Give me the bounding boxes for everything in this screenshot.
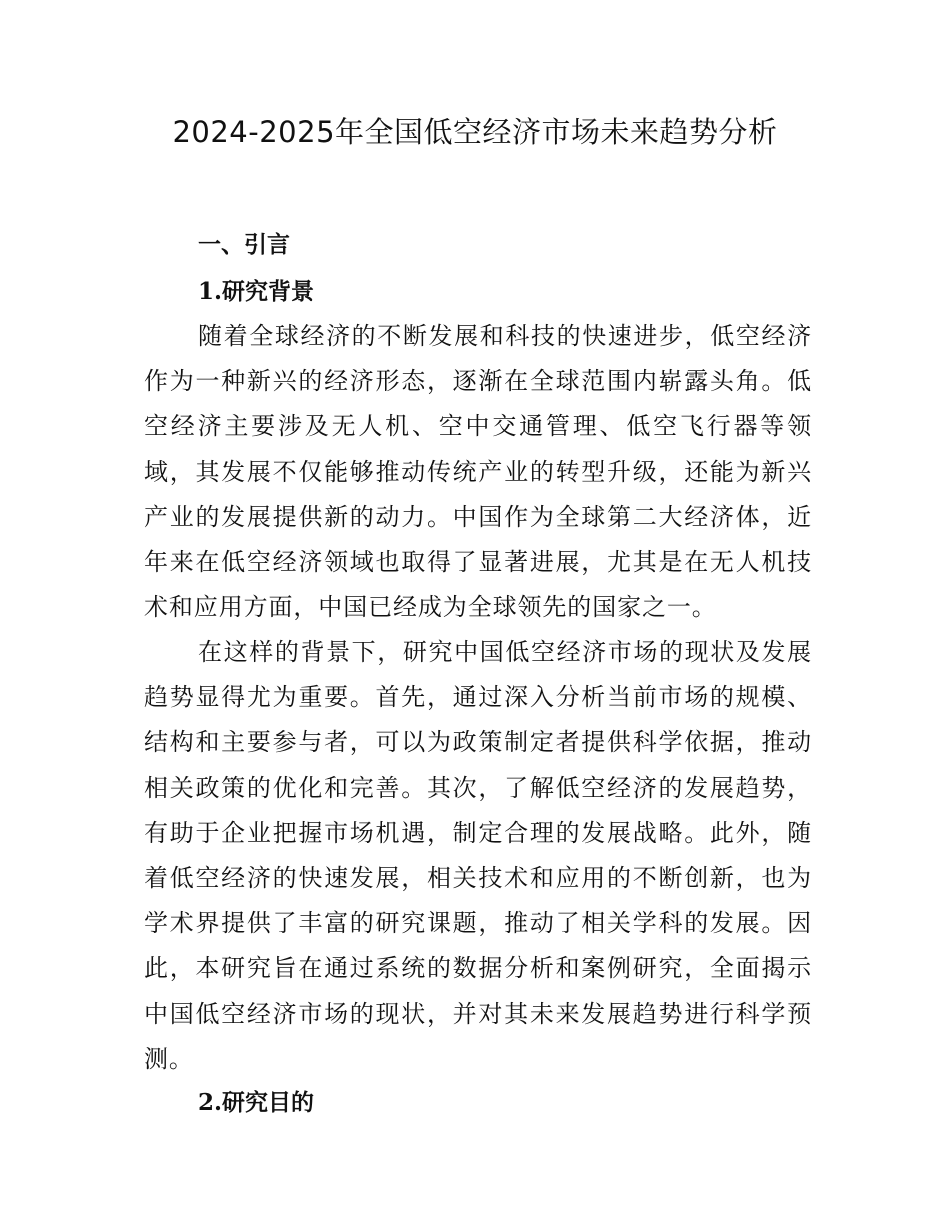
paragraph-background-2: 在这样的背景下，研究中国低空经济市场的现状及发展趋势显得尤为重要。首先，通过深入分析当前市场的规模、结构和主要参与者，可以为政策制定者提供科学依据，推动相关政策的优化和完善。其次，了解低空经济的发展趋势，有助于企业把握市场机遇，制定合理的发展战略。此外，随着低空经济的快速发展，相关技术和应用的不断创新，也为学术界提供了丰富的研究课题，推动了相关学科的发展。因此，本研究旨在通过系统的数据分析和案例研究，全面揭示中国低空经济市场的现状，并对其未来发展趋势进行科学预测。 bbox=[144, 638, 812, 1073]
paragraph-background-1: 随着全球经济的不断发展和科技的快速进步，低空经济作为一种新兴的经济形态，逐渐在全球范围内崭露头角。低空经济主要涉及无人机、空中交通管理、低空飞行器等领域，其发展不仅能够推动传统产业的转型升级，还能为新兴产业的发展提供新的动力。中国作为全球第二大经济体，近年来在低空经济领域也取得了显著进展，尤其是在无人机技术和应用方面，中国已经成为全球领先的国家之一。 bbox=[144, 322, 812, 622]
subsection-heading-research-background: 1.研究背景 bbox=[198, 278, 315, 305]
subsection-heading-research-purpose: 2.研究目的 bbox=[198, 1089, 315, 1116]
document-title: 2024-2025年全国低空经济市场未来趋势分析 bbox=[172, 115, 778, 149]
section-heading-introduction: 一、引言 bbox=[198, 232, 290, 258]
